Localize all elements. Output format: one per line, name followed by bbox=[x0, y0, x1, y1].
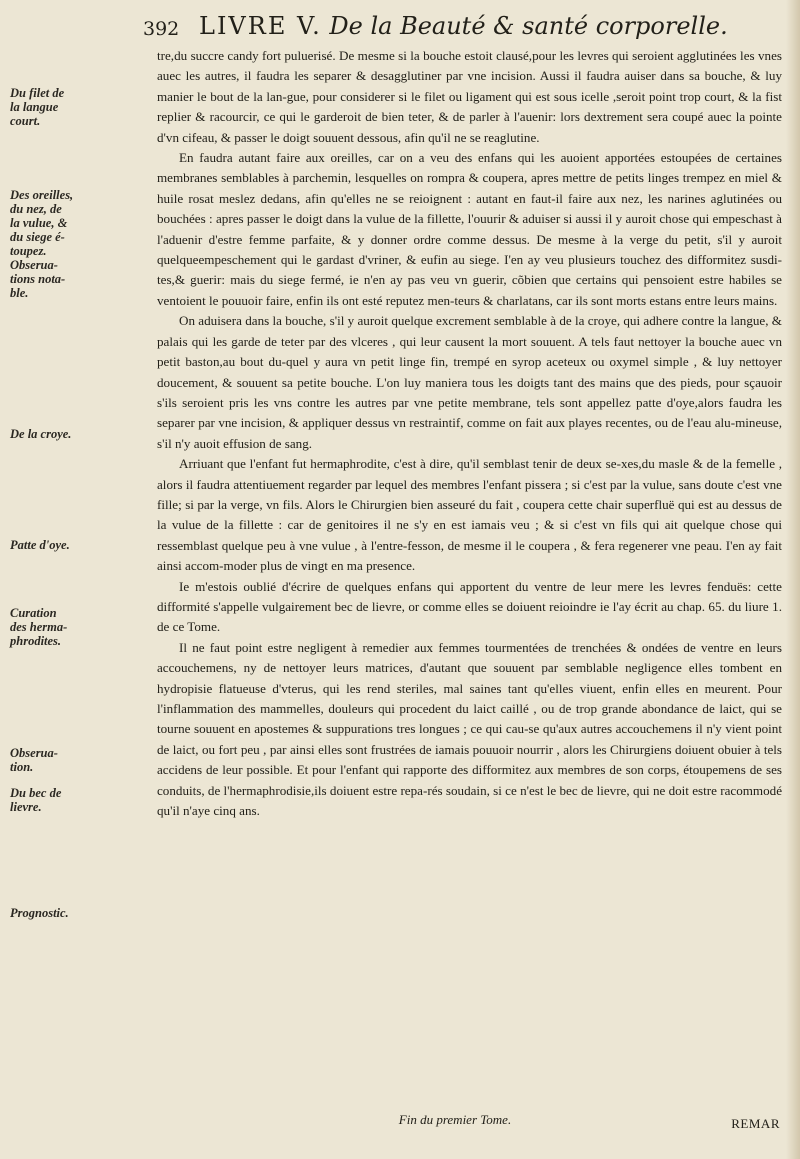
end-of-volume: Fin du premier Tome. bbox=[398, 1112, 512, 1127]
page-header bbox=[143, 10, 783, 44]
margin-note-bec-de-lievre: Du bec de lievre. bbox=[10, 786, 62, 814]
paragraph: Il ne faut point estre negligent à remedier aux femmes tourmentées de trenchées & ondées de ventre en leurs accouchemens, ny de nettoyer leurs matrices, d'autant que souuent par semblable negligence elles tombent en hydropisie flatueuse d'vterus, qui les rend steriles, mal saines tant qu'elles viuent, enfin elles en meurent. Pour l'inflammation des mammelles, douleurs qui procedent du laict caillé , ou de trop grande abondance de laict, qui se tourne souuent en apostemes & suppurations tres longues ; ce qui cau-se qu'aux autres accouchemens il n'y vient point de laict, ou fort peu , par ainsi elles sont frustrées de iamais pouuoir nourrir , alors les Chirurgiens doiuent obuier à tels accidens de leur possible. Et pour l'enfant qui rapporte des difformitez aux membres de son corps, étoupemens de ses conduits, de l'hermaphrodisie,ils doiuent estre repa-rés soudain, si ce n'est le bec de lievre, qui ne doit estre racommodé qu'il n'aye cinq ans. bbox=[157, 639, 783, 819]
paragraph: Ie m'estois oublié d'écrire de quelques enfans qui apportent du ventre de leur mere les levres fenduës: cette difformité s'appelle vulgairement bec de lievre, or comme elles se doiuent reioindre ie l'ay écrit au chap. 65. du liure 1. de ce Tome. bbox=[157, 578, 782, 635]
page-number: 392 bbox=[143, 18, 180, 40]
running-head-book: LIVRE V. bbox=[199, 12, 322, 40]
paragraph: En faudra autant faire aux oreilles, car on a veu des enfans qui les auoient apportées estoupées de certaines membranes semblables à parchemin, lesquelles on rompra & coupera, apres mettre de petits linges trempez en miel & huile rosat meslez dedans, afin qu'elles ne se reioignent : autant en faut-il faire aux nez, les narines aglutinées ou bouchées : apres passer le doigt dans la vulue de la fillette, l'ouurir & aduiser si aussi il y auroit chose qui empeschast à l'aduenir d'estre femme parfaite, & y donner ordre comme dessus. De mesme à la verge du petit, s'il y auroit quelqueempeschement qui le gardast d'vriner, & eufin au siege. I'en ay veu plusieurs touchez des difformitez susdi-tes,& guerir: mais du siege fermé, ie n'en ay pas veu vn guerir, cõbien que certains qui pensoient estre habiles se ventoient le pouuoir faire, enfin ils ont esté reputez men-teurs & charlatans, car ils sont morts estans entre leurs mains. bbox=[157, 150, 782, 308]
margin-note-hermaphrodites: Curation des herma-phrodites. bbox=[10, 606, 68, 648]
paragraph: Arriuant que l'enfant fut hermaphrodite, c'est à dire, qu'il semblast tenir de deux se-xes,du masle & de la femelle , alors il faudra attentiuement regarder par lequel des membres l'enfant pissera ; si c'est par la vulue, sans doute c'est vne fille; si par la verge, vn fils. Alors le Chirurgien bien asseuré du fait , coupera cette chair superfluë qui est au dessus de la vulue de la fillette : car de genitoires il ne s'y en est iamais veu ; & si c'est vn fils qui ait quelque chose qui ressemblast quelque peu à vne vulue , à l'entre-fesson, de mesme il le coupera , & fera regenerer vne peau. I'en ay fait ainsi accom-moder plus de vingt en ma presence. bbox=[157, 456, 782, 574]
margin-note-filet: Du filet de la langue court. bbox=[10, 86, 65, 128]
body-text bbox=[157, 46, 782, 821]
paragraph: On aduisera dans la bouche, s'il y auroit quelque excrement semblable à de la croye, qui adhere contre la langue, & palais qui les garde de teter par des vlceres , qui leur causent la mort souuent. A tels faut nettoyer la bouche auec vn petit baston,au bout du-quel y aura vn petit linge fin, trempé en syrop aceteux ou oxymel simple , & luy nettoyer doucement, & souuent sa petite bouche. L'on luy maniera tous les doigts tant des mains que des pieds, pour sçauoir s'ils seroient pris les vns contre les autres par vne petite membrane, tels sont appellez patte d'oye,alors faudra les separer par vne incision, & appliquer dessus vn restraintif, comme on fait aux playes recentes, ou de l'eau alu-mineuse, s'il n'y auoit effusion de sang. bbox=[157, 313, 782, 451]
paragraph: tre,du succre candy fort puluerisé. De mesme si la bouche estoit clausé,pour les levres qui seroient agglutinées les vnes auec les autres, il faudra les separer & desagglutiner par vne incision. Aussi il faudra auiser dans sa bouche, & luy manier le bout de la lan-gue, pour considerer si le filet ou ligament qui est sous icelle ,seroit point trop court, & la fist replier & racourcir, ce qui le garderoit de bien teter, & de parler à l'auenir: lors dextrement sera coupé auec la pointe d'vn cifeau, & passer le doigt souuent dessous, afin qu'il ne se reaglutine. bbox=[157, 48, 782, 145]
margin-note-patte-doye: Patte d'oye. bbox=[10, 538, 70, 552]
margin-note-prognostic: Prognostic. bbox=[10, 906, 69, 920]
catchword: REMAR bbox=[731, 1116, 780, 1131]
running-head bbox=[199, 12, 728, 40]
page-edge-shadow bbox=[786, 0, 800, 1159]
margin-note-oreilles: Des oreilles, du nez, de la vulue, & du siege é-toupez. Obserua-tions nota-ble. bbox=[10, 188, 74, 300]
margin-note-observation: Obserua-tion. bbox=[10, 746, 58, 774]
margin-note-croye: De la croye. bbox=[10, 427, 72, 441]
running-head-title: De la Beauté & santé corporelle. bbox=[329, 12, 728, 40]
